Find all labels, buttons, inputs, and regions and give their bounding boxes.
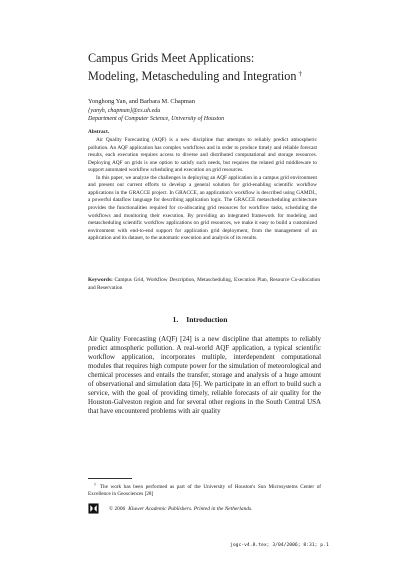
introduction-body [88,335,321,416]
running-footer: jogc-v4.8.tex; 3/04/2006; 8:31; p.1 [230,543,329,548]
footnote-paragraph [88,481,321,498]
section-number: 1. [172,315,179,324]
introduction-paragraph-1: Air Quality Forecasting (AQF) [24] is a new discipline that attempts to reliably predict atmospheric pollution. A real-world AQF application, a typical scientific workflow application, incorporates multiple, interdependent computational modules that requires high compute power for the simulation of meteorological and chemical processes and entails the transfer, storage and analysis of a huge amount of observational and simulation data [6]. We participate in an effort to build such a service, with the goal of providing timely, reliable forecasts of air quality for the Houston-Galveston region and for several other regions in the South Central USA that have encountered problems with air quality [88,335,321,416]
abstract [88,129,317,243]
author-affiliation: Department of Computer Science, University of Houston [88,116,225,123]
title-line-2 [88,67,388,85]
footnote-rule [88,478,132,479]
publisher-logo-icon [88,503,99,514]
keywords [88,277,320,292]
publisher-name: Kluwer Academic Publishers. Printed in the Netherlands. [128,505,253,512]
section-heading [0,315,400,324]
title-line-1: Campus Grids Meet Applications: [88,51,255,65]
title-footnote-mark: † [298,69,302,78]
footnote-text: The work has been performed as part of the University of Houston's Sun Microsystems Center of Excellence in Geosciences [28] [88,484,322,498]
abstract-heading: Abstract. [88,129,110,135]
title-line-2-text: Modeling, Metascheduling and Integration [88,68,297,83]
abstract-paragraph-1: Air Quality Forecasting (AQF) is a new discipline that attempts to reliably predict atmospheric pollution. An AQF application has complex workflows and in order to produce timely and reliable forecast results, each execution requires access to diverse and distributed computational and storage resources. Deploying AQF on grids is one option to satisfy such needs, but requires the related grid middleware to support automated workflow scheduling and execution on grid resources. [88,137,317,174]
keywords-text: Campus Grid, Workflow Description, Metascheduling, Execution Plan, Resource Co-allocation and Reservation [88,277,321,291]
author-email: {yanyh, chapman}@cs.uh.edu [88,107,161,114]
author-names: Yonghong Yan, and Barbara M. Chapman [88,98,195,105]
author-block [88,98,224,124]
paper-title [88,51,388,84]
footnote [88,481,321,498]
abstract-paragraph-2: In this paper, we analyze the challenges in deploying an AQF application in a campus grid environment and present our current efforts to develop a general solution for grid-enabling scientific workflow applications in the GRACCE project. In GRACCE, an application's workflow is described using GAMDL, a powerful dataflow language for describing application logic. The GRACCE metascheduling architecture provides the functionalities required for co-allocating grid resources for workflow tasks, scheduling the workflows and monitoring their execution. By providing an integrated framework for modeling and metascheduling scientific workflow applications on grid resources, we make it easy to build a customized environment with end-to-end support for application grid deployment, from the management of an application and its dataset, to the automatic execution and analysis of its results. [88,174,317,242]
publisher-line [88,503,252,514]
copyright-notice: © 2006 [109,505,126,512]
section-title: Introduction [186,315,228,324]
keywords-label: Keywords: [88,277,113,283]
footnote-mark: † [94,482,98,487]
